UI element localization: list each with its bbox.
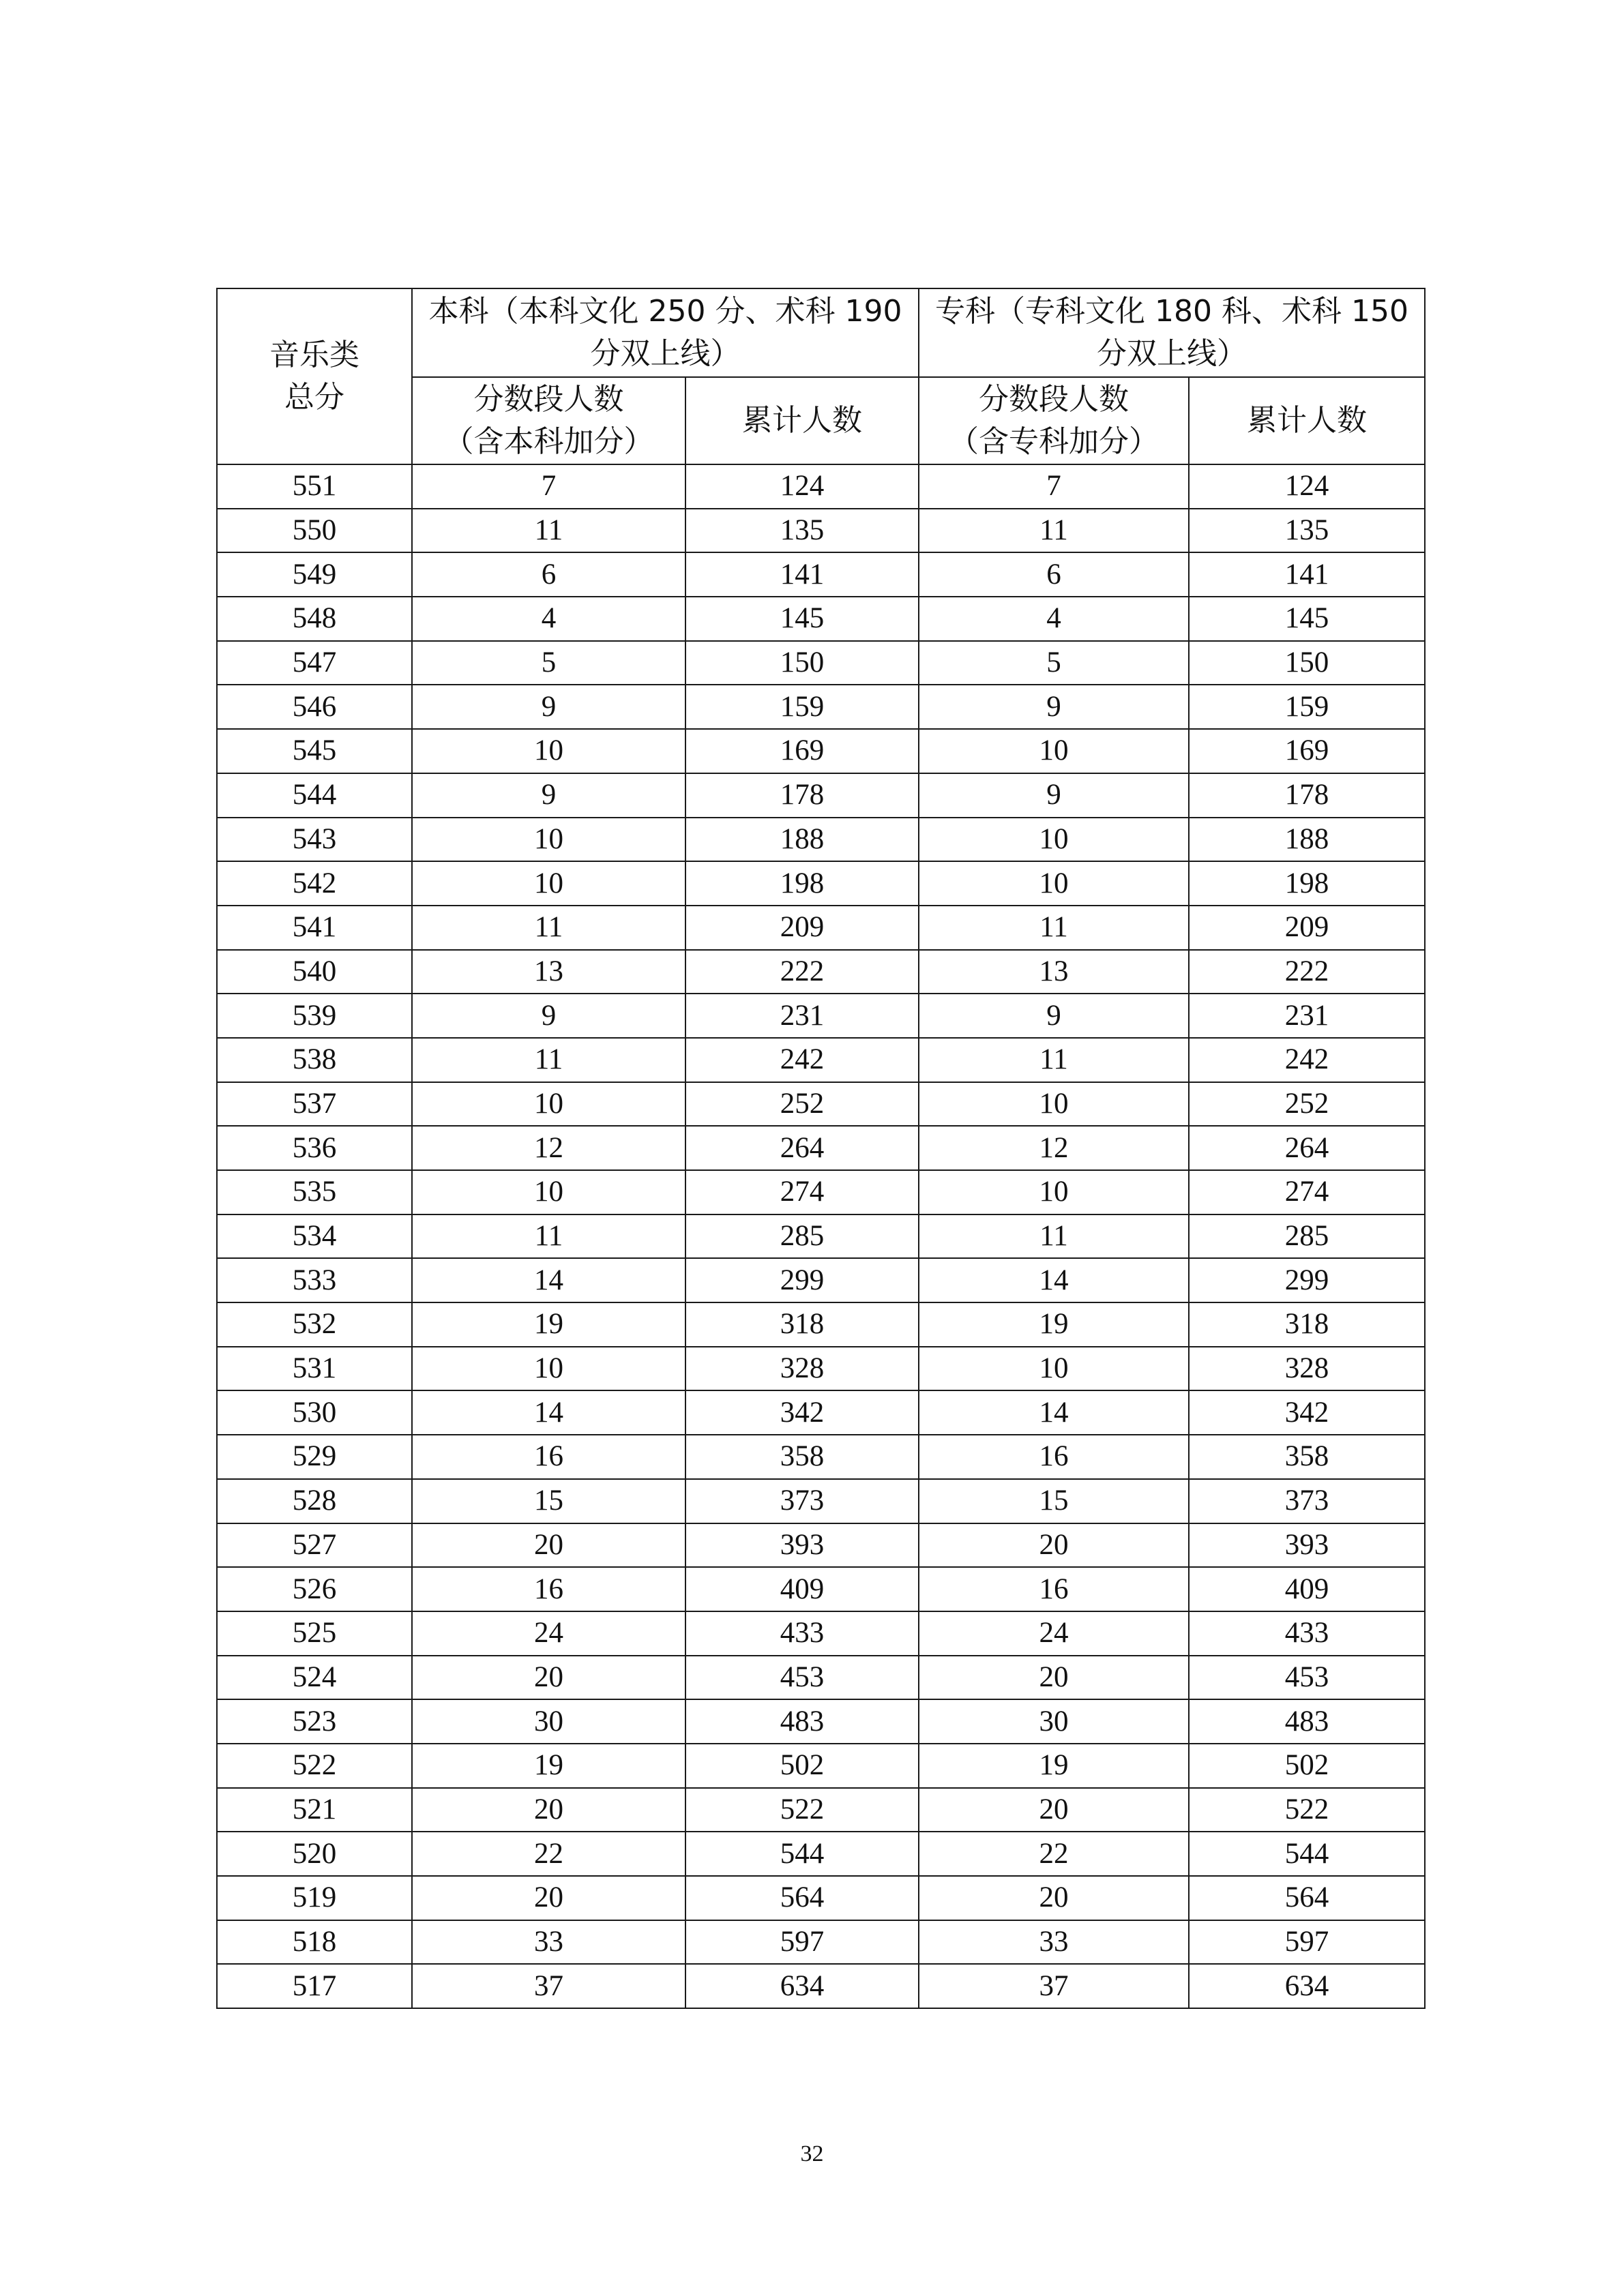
header-row-1 [217, 288, 1425, 377]
cell-zhuanke-cumulative: 198 [1189, 861, 1425, 906]
cell-benke-segment: 19 [412, 1744, 685, 1788]
table-row [217, 1656, 1425, 1700]
cell-benke-segment: 24 [412, 1611, 685, 1656]
cell-benke-segment: 10 [412, 1170, 685, 1214]
header-total-score: 音乐类 总分 [217, 288, 412, 464]
cell-zhuanke-segment: 9 [919, 685, 1189, 729]
cell-total-score: 530 [217, 1390, 412, 1435]
table-row [217, 1390, 1425, 1435]
cell-zhuanke-cumulative: 178 [1189, 773, 1425, 818]
cell-benke-cumulative: 124 [685, 464, 919, 509]
cell-benke-cumulative: 188 [685, 818, 919, 862]
cell-benke-segment: 16 [412, 1435, 685, 1479]
cell-benke-segment: 10 [412, 729, 685, 773]
cell-benke-cumulative: 285 [685, 1214, 919, 1259]
cell-total-score: 549 [217, 552, 412, 597]
cell-benke-segment: 20 [412, 1788, 685, 1832]
table-row [217, 1699, 1425, 1744]
cell-zhuanke-segment: 10 [919, 729, 1189, 773]
cell-total-score: 529 [217, 1435, 412, 1479]
cell-zhuanke-cumulative: 564 [1189, 1876, 1425, 1920]
table-row [217, 1479, 1425, 1523]
cell-zhuanke-cumulative: 597 [1189, 1920, 1425, 1965]
cell-zhuanke-cumulative: 150 [1189, 641, 1425, 685]
cell-zhuanke-cumulative: 145 [1189, 597, 1425, 641]
cell-zhuanke-segment: 6 [919, 552, 1189, 597]
cell-total-score: 532 [217, 1302, 412, 1347]
table-row [217, 1832, 1425, 1876]
cell-benke-cumulative: 634 [685, 1964, 919, 2008]
table-row [217, 950, 1425, 994]
header-benke-group: 本科（本科文化 250 分、术科 190 分双上线） [412, 288, 919, 377]
cell-zhuanke-segment: 33 [919, 1920, 1189, 1965]
cell-benke-cumulative: 274 [685, 1170, 919, 1214]
cell-total-score: 541 [217, 906, 412, 950]
cell-zhuanke-segment: 14 [919, 1258, 1189, 1302]
table-row [217, 861, 1425, 906]
cell-benke-segment: 30 [412, 1699, 685, 1744]
cell-zhuanke-cumulative: 544 [1189, 1832, 1425, 1876]
table-row [217, 1347, 1425, 1391]
cell-benke-cumulative: 544 [685, 1832, 919, 1876]
cell-benke-cumulative: 198 [685, 861, 919, 906]
cell-benke-segment: 20 [412, 1876, 685, 1920]
cell-benke-cumulative: 169 [685, 729, 919, 773]
cell-total-score: 544 [217, 773, 412, 818]
cell-zhuanke-cumulative: 453 [1189, 1656, 1425, 1700]
cell-benke-segment: 9 [412, 685, 685, 729]
cell-zhuanke-segment: 20 [919, 1788, 1189, 1832]
cell-total-score: 551 [217, 464, 412, 509]
header-benke-cumulative: 累计人数 [685, 377, 919, 464]
cell-zhuanke-cumulative: 264 [1189, 1126, 1425, 1170]
cell-total-score: 537 [217, 1082, 412, 1127]
cell-benke-segment: 9 [412, 773, 685, 818]
cell-benke-segment: 7 [412, 464, 685, 509]
cell-zhuanke-cumulative: 318 [1189, 1302, 1425, 1347]
cell-total-score: 539 [217, 994, 412, 1038]
cell-zhuanke-cumulative: 252 [1189, 1082, 1425, 1127]
cell-benke-segment: 9 [412, 994, 685, 1038]
cell-total-score: 550 [217, 509, 412, 553]
cell-benke-segment: 10 [412, 1347, 685, 1391]
cell-benke-segment: 11 [412, 1214, 685, 1259]
cell-total-score: 536 [217, 1126, 412, 1170]
cell-total-score: 534 [217, 1214, 412, 1259]
cell-benke-segment: 11 [412, 509, 685, 553]
cell-zhuanke-segment: 20 [919, 1523, 1189, 1568]
cell-total-score: 527 [217, 1523, 412, 1568]
cell-benke-cumulative: 299 [685, 1258, 919, 1302]
table-row [217, 1214, 1425, 1259]
cell-zhuanke-cumulative: 135 [1189, 509, 1425, 553]
cell-benke-cumulative: 135 [685, 509, 919, 553]
cell-benke-cumulative: 222 [685, 950, 919, 994]
table-row [217, 509, 1425, 553]
cell-zhuanke-segment: 16 [919, 1435, 1189, 1479]
cell-zhuanke-segment: 10 [919, 861, 1189, 906]
cell-total-score: 542 [217, 861, 412, 906]
cell-zhuanke-segment: 10 [919, 1347, 1189, 1391]
cell-benke-segment: 14 [412, 1258, 685, 1302]
cell-total-score: 540 [217, 950, 412, 994]
cell-total-score: 520 [217, 1832, 412, 1876]
table-body [217, 464, 1425, 2008]
cell-zhuanke-segment: 11 [919, 906, 1189, 950]
cell-total-score: 546 [217, 685, 412, 729]
cell-benke-cumulative: 409 [685, 1567, 919, 1611]
cell-zhuanke-segment: 12 [919, 1126, 1189, 1170]
table-row [217, 1126, 1425, 1170]
cell-benke-cumulative: 264 [685, 1126, 919, 1170]
cell-total-score: 535 [217, 1170, 412, 1214]
table-row [217, 994, 1425, 1038]
page-number: 32 [800, 2141, 824, 2166]
cell-total-score: 521 [217, 1788, 412, 1832]
cell-benke-cumulative: 453 [685, 1656, 919, 1700]
cell-benke-segment: 10 [412, 1082, 685, 1127]
cell-benke-segment: 14 [412, 1390, 685, 1435]
cell-zhuanke-cumulative: 409 [1189, 1567, 1425, 1611]
table-row [217, 729, 1425, 773]
cell-zhuanke-segment: 37 [919, 1964, 1189, 2008]
table-row [217, 1082, 1425, 1127]
cell-zhuanke-segment: 30 [919, 1699, 1189, 1744]
cell-total-score: 533 [217, 1258, 412, 1302]
table-row [217, 1876, 1425, 1920]
table-row [217, 1611, 1425, 1656]
cell-zhuanke-segment: 11 [919, 1214, 1189, 1259]
cell-zhuanke-cumulative: 285 [1189, 1214, 1425, 1259]
cell-zhuanke-cumulative: 483 [1189, 1699, 1425, 1744]
header-zhuanke-group: 专科（专科文化 180 科、术科 150 分双上线） [919, 288, 1425, 377]
cell-total-score: 547 [217, 641, 412, 685]
cell-zhuanke-segment: 9 [919, 773, 1189, 818]
header-benke-segment: 分数段人数 （含本科加分） [412, 377, 685, 464]
cell-zhuanke-segment: 20 [919, 1656, 1189, 1700]
cell-benke-segment: 15 [412, 1479, 685, 1523]
cell-zhuanke-cumulative: 169 [1189, 729, 1425, 773]
header-zhuanke-segment: 分数段人数 （含专科加分） [919, 377, 1189, 464]
cell-zhuanke-cumulative: 299 [1189, 1258, 1425, 1302]
cell-total-score: 543 [217, 818, 412, 862]
table-row [217, 641, 1425, 685]
cell-benke-cumulative: 597 [685, 1920, 919, 1965]
cell-zhuanke-segment: 19 [919, 1744, 1189, 1788]
table-row [217, 1920, 1425, 1965]
cell-benke-cumulative: 483 [685, 1699, 919, 1744]
cell-total-score: 519 [217, 1876, 412, 1920]
cell-zhuanke-segment: 11 [919, 1038, 1189, 1082]
cell-benke-cumulative: 150 [685, 641, 919, 685]
cell-benke-segment: 37 [412, 1964, 685, 2008]
cell-total-score: 524 [217, 1656, 412, 1700]
cell-zhuanke-segment: 24 [919, 1611, 1189, 1656]
cell-zhuanke-segment: 13 [919, 950, 1189, 994]
cell-benke-cumulative: 252 [685, 1082, 919, 1127]
table-row [217, 1567, 1425, 1611]
cell-total-score: 531 [217, 1347, 412, 1391]
cell-benke-segment: 20 [412, 1523, 685, 1568]
table-row [217, 464, 1425, 509]
cell-zhuanke-segment: 22 [919, 1832, 1189, 1876]
cell-zhuanke-cumulative: 274 [1189, 1170, 1425, 1214]
cell-total-score: 545 [217, 729, 412, 773]
cell-zhuanke-cumulative: 393 [1189, 1523, 1425, 1568]
cell-benke-cumulative: 433 [685, 1611, 919, 1656]
cell-zhuanke-cumulative: 522 [1189, 1788, 1425, 1832]
cell-benke-cumulative: 328 [685, 1347, 919, 1391]
cell-zhuanke-cumulative: 433 [1189, 1611, 1425, 1656]
cell-total-score: 525 [217, 1611, 412, 1656]
table-row [217, 1788, 1425, 1832]
table-row [217, 1258, 1425, 1302]
cell-benke-segment: 10 [412, 818, 685, 862]
cell-zhuanke-segment: 7 [919, 464, 1189, 509]
table-row [217, 597, 1425, 641]
cell-zhuanke-cumulative: 231 [1189, 994, 1425, 1038]
cell-zhuanke-segment: 11 [919, 509, 1189, 553]
cell-total-score: 517 [217, 1964, 412, 2008]
table-row [217, 1038, 1425, 1082]
cell-benke-cumulative: 178 [685, 773, 919, 818]
cell-total-score: 523 [217, 1699, 412, 1744]
cell-zhuanke-cumulative: 159 [1189, 685, 1425, 729]
header-zhuanke-cumulative: 累计人数 [1189, 377, 1425, 464]
cell-zhuanke-segment: 10 [919, 1082, 1189, 1127]
cell-zhuanke-segment: 15 [919, 1479, 1189, 1523]
cell-zhuanke-cumulative: 342 [1189, 1390, 1425, 1435]
cell-benke-cumulative: 564 [685, 1876, 919, 1920]
cell-zhuanke-cumulative: 242 [1189, 1038, 1425, 1082]
cell-zhuanke-cumulative: 373 [1189, 1479, 1425, 1523]
cell-total-score: 538 [217, 1038, 412, 1082]
cell-benke-cumulative: 159 [685, 685, 919, 729]
cell-zhuanke-segment: 16 [919, 1567, 1189, 1611]
cell-benke-segment: 10 [412, 861, 685, 906]
cell-zhuanke-segment: 14 [919, 1390, 1189, 1435]
cell-benke-cumulative: 373 [685, 1479, 919, 1523]
cell-benke-cumulative: 393 [685, 1523, 919, 1568]
cell-benke-cumulative: 502 [685, 1744, 919, 1788]
cell-benke-segment: 6 [412, 552, 685, 597]
cell-benke-segment: 22 [412, 1832, 685, 1876]
table-row [217, 1435, 1425, 1479]
cell-zhuanke-segment: 19 [919, 1302, 1189, 1347]
cell-zhuanke-cumulative: 222 [1189, 950, 1425, 994]
cell-zhuanke-segment: 20 [919, 1876, 1189, 1920]
cell-total-score: 522 [217, 1744, 412, 1788]
cell-benke-segment: 11 [412, 1038, 685, 1082]
cell-zhuanke-segment: 9 [919, 994, 1189, 1038]
cell-zhuanke-cumulative: 328 [1189, 1347, 1425, 1391]
cell-zhuanke-segment: 10 [919, 1170, 1189, 1214]
cell-benke-segment: 12 [412, 1126, 685, 1170]
cell-benke-cumulative: 145 [685, 597, 919, 641]
cell-benke-cumulative: 342 [685, 1390, 919, 1435]
cell-benke-cumulative: 231 [685, 994, 919, 1038]
table-row [217, 773, 1425, 818]
cell-zhuanke-cumulative: 188 [1189, 818, 1425, 862]
cell-total-score: 548 [217, 597, 412, 641]
cell-benke-segment: 5 [412, 641, 685, 685]
table-row [217, 1523, 1425, 1568]
table-row [217, 1964, 1425, 2008]
cell-zhuanke-segment: 5 [919, 641, 1189, 685]
cell-zhuanke-cumulative: 634 [1189, 1964, 1425, 2008]
cell-total-score: 518 [217, 1920, 412, 1965]
cell-zhuanke-cumulative: 124 [1189, 464, 1425, 509]
table-row [217, 906, 1425, 950]
cell-benke-cumulative: 209 [685, 906, 919, 950]
cell-zhuanke-segment: 4 [919, 597, 1189, 641]
table-row [217, 818, 1425, 862]
table-row [217, 1170, 1425, 1214]
cell-zhuanke-cumulative: 358 [1189, 1435, 1425, 1479]
cell-benke-cumulative: 141 [685, 552, 919, 597]
cell-benke-segment: 33 [412, 1920, 685, 1965]
cell-zhuanke-cumulative: 141 [1189, 552, 1425, 597]
cell-benke-segment: 11 [412, 906, 685, 950]
cell-zhuanke-segment: 10 [919, 818, 1189, 862]
cell-benke-segment: 16 [412, 1567, 685, 1611]
cell-benke-segment: 4 [412, 597, 685, 641]
cell-total-score: 526 [217, 1567, 412, 1611]
table-row [217, 1302, 1425, 1347]
score-distribution-table [216, 288, 1426, 2009]
table-row [217, 552, 1425, 597]
cell-benke-segment: 19 [412, 1302, 685, 1347]
cell-total-score: 528 [217, 1479, 412, 1523]
cell-benke-segment: 13 [412, 950, 685, 994]
cell-zhuanke-cumulative: 209 [1189, 906, 1425, 950]
table-row [217, 685, 1425, 729]
cell-benke-cumulative: 358 [685, 1435, 919, 1479]
cell-benke-cumulative: 242 [685, 1038, 919, 1082]
cell-benke-cumulative: 318 [685, 1302, 919, 1347]
table-row [217, 1744, 1425, 1788]
cell-benke-cumulative: 522 [685, 1788, 919, 1832]
cell-zhuanke-cumulative: 502 [1189, 1744, 1425, 1788]
cell-benke-segment: 20 [412, 1656, 685, 1700]
